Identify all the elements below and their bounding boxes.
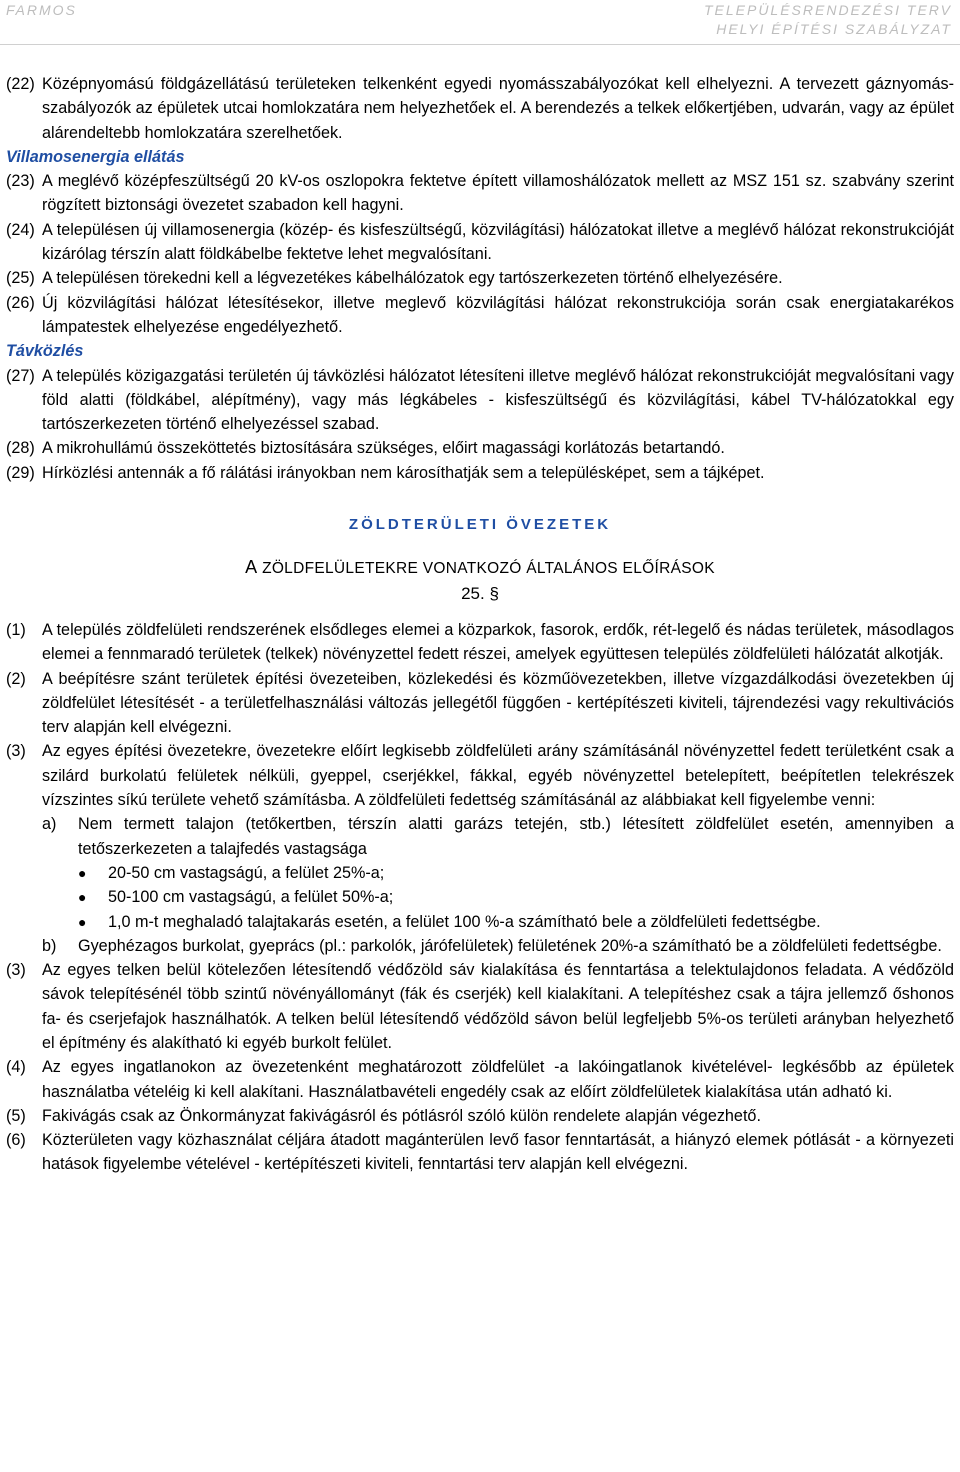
paragraph-text: A településen törekedni kell a légvezetékes kábelhálózatok egy tartószerkezeten történő elhelyezésére. <box>42 269 783 288</box>
paragraph-27 <box>6 364 954 437</box>
paragraph-2 <box>6 667 954 740</box>
header-rule <box>0 44 960 45</box>
paragraph-24 <box>6 218 954 267</box>
paragraph-number: (25) <box>6 269 35 288</box>
paragraph-number: (22) <box>6 75 35 93</box>
paragraph-number: (26) <box>6 293 35 312</box>
paragraph-text: Az egyes építési övezetekre, övezetekre előírt legkisebb zöldfelületi arány számításánál növényzettel fedett területként csak a szilárd burkolatú felületek nélküli, gyeppel, cserjékkel, fákkal, egyéb növényzettel betelepített, beépítetlen telekrészek vízszintes síkú területe vehető számításba. A zöldfelületi fedettség számításánál az alábbiakat kell figyelembe venni: <box>42 742 954 810</box>
paragraph-22 <box>6 72 954 145</box>
paragraph-5 <box>6 1104 954 1128</box>
section-sign: 25. § <box>461 583 499 603</box>
paragraph-number: (6) <box>6 1131 26 1150</box>
paragraph-number: (5) <box>6 1106 26 1125</box>
header-right-subtitle: HELYI ÉPÍTÉSI SZABÁLYZAT <box>716 21 952 37</box>
paragraph-number: (2) <box>6 669 26 688</box>
paragraph-number: (23) <box>6 172 35 191</box>
paragraph-number: (28) <box>6 439 35 458</box>
bullet-icon: ● <box>78 913 87 930</box>
subtitle-initial: A <box>245 557 258 578</box>
paragraph-4 <box>6 1055 954 1104</box>
header-left: FARMOS <box>6 2 77 18</box>
paragraph-number: (24) <box>6 220 35 239</box>
paragraph-25 <box>6 266 954 290</box>
paragraph-text: A mikrohullámú összeköttetés biztosítására szükséges, előirt magassági korlátozás betartandó. <box>42 439 725 458</box>
paragraph-text: Az egyes ingatlanokon az övezetenként meghatározott zöldfelület -a lakóingatlanok kivételével- legkésőbb az épületek használatba vételéig ki kell alakítani. Használatbavételi engedély csak az előírt zöldfelületek kialakítása után adható ki. <box>42 1058 954 1101</box>
paragraph-text: A beépítésre szánt területek építési övezeteiben, közlekedési és közműövezetekben, illetve vízgazdálkodási övezetekben új zöldfelület létesítését - a területfelhasználási változás jellegétől függően - kertépítészeti kiviteli, tájrendezési vagy rekultivációs terv alapján kell elvégezni. <box>42 669 954 737</box>
paragraph-29 <box>6 461 954 485</box>
paragraph-text: A település zöldfelületi rendszerének elsődleges elemei a közparkok, fasorok, erdők, rét-legelő és nádas területek, másodlagos elemei a fennmaradó területek (telkek) növényzettel fedett részei, amelyek együttesen település zöldfelületi hálózatát alkotják. <box>42 620 954 664</box>
paragraph-23 <box>6 169 954 218</box>
subparagraph-label: b) <box>42 936 57 955</box>
paragraph-26 <box>6 291 954 340</box>
paragraph-text: Fakivágás csak az Önkormányzat fakivágásról és pótlásról szóló külön rendelete alapján végezhető. <box>42 1106 761 1125</box>
paragraph-1 <box>6 618 954 667</box>
paragraph-text: Közterületen vagy közhasználat céljára átadott magánterülen levő fasor fenntartását, a hiányzó elemek pótlását - a környezeti hatások figyelembe vételével - kertépítészeti kiviteli, fenntartási terv alapján kell elvégezni. <box>42 1131 954 1174</box>
paragraph-text: Középnyomású földgázellátású területeken telkenként egyedi nyomásszabályozókat kell elhelyezni. A tervezett gáznyomás-szabályozók az épületek utcai homlokzatára nem helyezhetőek el. A berendezés a telkek előkertjében, udvarán, vagy az épület alárendeltebb homlokzatára szerelhetőek. <box>42 75 954 142</box>
section-heading-tavkozles: Távközlés <box>6 342 84 361</box>
paragraph-number: (3) <box>6 961 26 980</box>
page-header <box>0 0 960 48</box>
chapter-title: ZÖLDTERÜLETI ÖVEZETEK <box>348 516 612 534</box>
paragraph-3-second <box>6 958 954 1055</box>
section-subtitle <box>6 555 954 581</box>
paragraph-text: A település közigazgatási területén új távközlési hálózatot létesíteni illetve meglévő hálózat rekonstrukcióját megvalósítani vagy föld alatti (földkábel, alépítmény), vagy más légkábeles - kisfeszültségű és közvilágítási, kábel TV-hálózatokkal egy tartószerkezeten történő elhelyezéssel szabad. <box>42 366 954 434</box>
subparagraph-label: a) <box>42 815 57 834</box>
paragraph-6 <box>6 1128 954 1177</box>
paragraph-text: A meglévő középfeszültségű 20 kV-os oszlopokra fektetve épített villamoshálózatok mellett az MSZ 151 sz. szabvány szerint rögzített biztonsági övezetet szabadon kell hagyni. <box>42 172 954 215</box>
bullet-text: 1,0 m-t meghaladó talajtakarás esetén, a felület 100 %-a számítható bele a zöldfelületi fedettségbe. <box>108 912 821 931</box>
paragraph-text: Új közvilágítási hálózat létesítésekor, illetve meglevő közvilágítási hálózat rekonstrukciója során csak energiatakarékos lámpatestek elhelyezése engedélyezhető. <box>42 293 954 336</box>
bullet-icon: ● <box>78 889 87 906</box>
bullet-item <box>78 910 954 934</box>
subparagraph-text: Gyephézagos burkolat, gyeprács (pl.: parkolók, járófelületek) felületének 20%-a számítható be a zöldfelületi fedettségbe. <box>78 936 942 955</box>
paragraph-number: (29) <box>6 463 35 482</box>
paragraph-number: (3) <box>6 742 26 761</box>
bullet-icon: ● <box>78 864 87 881</box>
paragraph-3 <box>6 739 954 812</box>
paragraph-text: Hírközlési antennák a fő rálátási irányokban nem károsíthatják sem a településképet, sem a tájképet. <box>42 463 765 482</box>
bullet-item <box>78 885 954 909</box>
paragraph-number: (4) <box>6 1058 26 1077</box>
paragraph-number: (27) <box>6 366 35 385</box>
bullet-item <box>78 861 954 885</box>
subparagraph-a <box>42 812 954 861</box>
document-body <box>6 72 954 1177</box>
bullet-text: 50-100 cm vastagságú, a felület 50%-a; <box>108 888 394 907</box>
subtitle-rest: ZÖLDFELÜLETEKRE VONATKOZÓ ÁLTALÁNOS ELŐÍRÁSOK <box>262 560 715 578</box>
bullet-text: 20-50 cm vastagságú, a felület 25%-a; <box>108 863 385 882</box>
subparagraph-text: Nem termett talajon (tetőkertben, térszín alatti garázs tetején, stb.) létesített zöldfelület esetén, amennyiben a tetőszerkezeten a talajfedés vastagsága <box>78 815 954 858</box>
header-right-title: TELEPÜLÉSRENDEZÉSI TERV <box>703 2 952 18</box>
paragraph-number: (1) <box>6 620 26 639</box>
paragraph-text: Az egyes telken belül kötelezően létesítendő védőzöld sáv kialakítása és fenntartása a telektulajdonos feladata. A védőzöld sávok telepítésénél több szintű növényállományt (fák és cserjék) kell kialakítani. A telepítéshez csak a tájra jellemző őshonos fa- és cserjefajok használhatók. A telken belül létesítendő védőzöld sávon belül legfeljebb 5%-os területi arányban helyezhető el építmény és alakítható ki egyéb burkolt felület. <box>42 961 954 1052</box>
paragraph-text: A településen új villamosenergia (közép- és kisfeszültségű, közvilágítási) hálózatokat illetve a meglévő hálózat rekonstrukcióját kizárólag térszín alatt földkábelbe fektetve lehet megvalósítani. <box>42 220 954 264</box>
section-heading-villamos: Villamosenergia ellátás <box>6 147 185 166</box>
paragraph-28 <box>6 436 954 460</box>
subparagraph-b <box>42 934 954 958</box>
